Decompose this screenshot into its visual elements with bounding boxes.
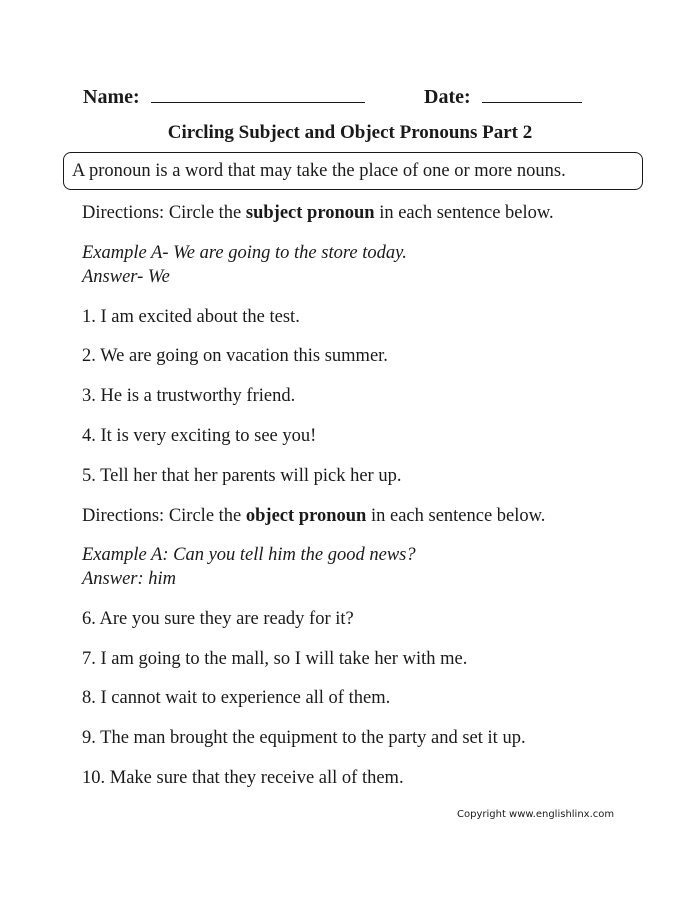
name-blank-line[interactable] xyxy=(151,84,365,103)
directions-object-keyword: object pronoun xyxy=(245,506,367,526)
directions-subject xyxy=(82,203,554,224)
directions-subject-prefix: Directions: Circle the xyxy=(82,203,246,223)
answer-object: Answer: him xyxy=(82,569,177,589)
directions-object-suffix: in each sentence below. xyxy=(366,506,546,526)
directions-subject-keyword: subject pronoun xyxy=(245,203,375,223)
directions-object xyxy=(82,506,545,527)
example-subject: Example A- We are going to the store today. xyxy=(82,243,407,263)
sentence-1: 1. I am excited about the test. xyxy=(82,307,300,327)
sentence-5: 5. Tell her that her parents will pick her up. xyxy=(82,466,402,486)
sentence-3: 3. He is a trustworthy friend. xyxy=(82,386,296,406)
sentence-4: 4. It is very exciting to see you! xyxy=(82,426,317,446)
page-title: Circling Subject and Object Pronouns Part 2 xyxy=(167,122,533,143)
sentence-7: 7. I am going to the mall, so I will take her with me. xyxy=(82,649,468,669)
date-field-row xyxy=(424,84,582,109)
definition-text: A pronoun is a word that may take the place of one or more nouns. xyxy=(72,161,566,181)
date-label: Date: xyxy=(424,86,471,108)
sentence-10: 10. Make sure that they receive all of them. xyxy=(82,768,404,788)
sentence-2: 2. We are going on vacation this summer. xyxy=(82,346,388,366)
directions-object-prefix: Directions: Circle the xyxy=(82,506,246,526)
date-blank-line[interactable] xyxy=(482,84,582,103)
copyright-notice: Copyright www.englishlinx.com xyxy=(457,809,615,820)
sentence-9: 9. The man brought the equipment to the party and set it up. xyxy=(82,728,526,748)
answer-subject: Answer- We xyxy=(82,267,170,287)
name-label: Name: xyxy=(83,86,140,108)
directions-subject-suffix: in each sentence below. xyxy=(374,203,554,223)
example-object: Example A: Can you tell him the good news? xyxy=(82,545,416,565)
sentence-8: 8. I cannot wait to experience all of them. xyxy=(82,688,391,708)
name-field-row xyxy=(83,84,365,109)
sentence-6: 6. Are you sure they are ready for it? xyxy=(82,609,354,629)
